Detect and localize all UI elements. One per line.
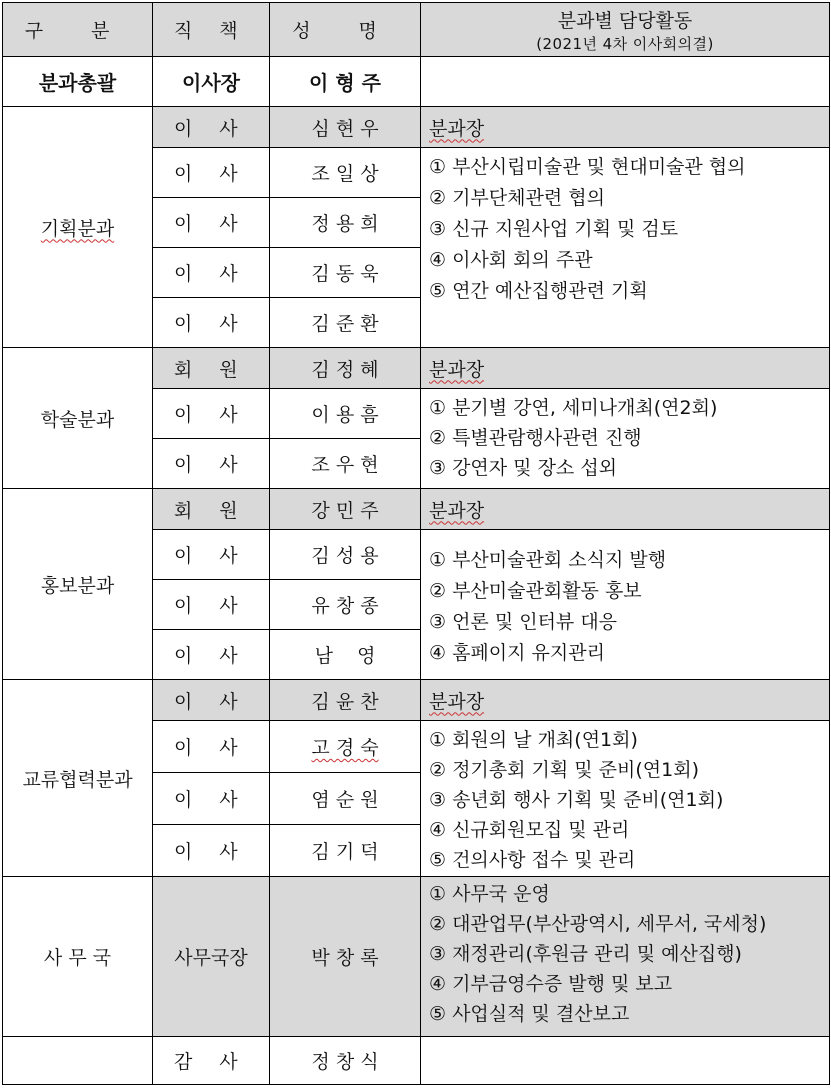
member-role: 이 사 [153, 530, 270, 580]
activity-item: ② 부산미술관회활동 홍보 [429, 579, 642, 602]
section-head-role: 이 사 [153, 107, 270, 148]
audit-name: 정 창 식 [270, 1037, 421, 1085]
activity-item: ⑤ 사업실적 및 결산보고 [429, 1003, 630, 1025]
section-division [3, 107, 153, 348]
activity-item: ② 기부단체관련 협의 [429, 187, 605, 209]
head-label: 분과장 [429, 690, 485, 713]
activity-list [421, 877, 830, 1037]
member-role: 이 사 [153, 298, 270, 348]
section-head-name: 김 정 혜 [270, 348, 421, 389]
section-head-row [3, 680, 830, 721]
header-activity [421, 3, 830, 57]
activity-item: ① 사무국 운영 [429, 883, 550, 905]
division-label: 기획분과 [40, 217, 115, 240]
head-label: 분과장 [429, 499, 485, 522]
member-role: 이 사 [153, 248, 270, 298]
audit-row [3, 1037, 830, 1085]
header-row [3, 3, 830, 57]
activity-item: ④ 기부금영수증 발행 및 보고 [429, 973, 673, 995]
activity-item: ② 정기총회 기획 및 준비(연1회) [429, 759, 699, 781]
head-label: 분과장 [429, 117, 485, 140]
audit-role: 감 사 [153, 1037, 270, 1085]
member-name-text: 고 경 숙 [311, 737, 379, 759]
office-name: 박 창 록 [270, 877, 421, 1037]
member-name: 염 순 원 [270, 773, 421, 825]
activity-list [421, 148, 830, 348]
activity-item: ② 대관업무(부산광역시, 세무서, 국세청) [429, 913, 767, 935]
activity-item: ① 부산시립미술관 및 현대미술관 협의 [429, 156, 746, 178]
activity-list [421, 721, 830, 877]
member-role: 이 사 [153, 389, 270, 439]
activity-item: ④ 신규회원모집 및 관리 [429, 819, 630, 841]
activity-item: ⑤ 연간 예산집행관련 기획 [429, 280, 648, 302]
chief-name: 이 형 주 [270, 57, 421, 107]
member-name: 정 용 희 [270, 198, 421, 248]
member-name: 김 준 환 [270, 298, 421, 348]
activity-item: ③ 강연자 및 장소 섭외 [429, 457, 618, 479]
activity-item: ① 부산미술관회 소식지 발행 [429, 548, 667, 571]
activity-item: ① 회원의 날 개최(연1회) [429, 729, 638, 751]
activity-item: ③ 송년회 행사 기획 및 준비(연1회) [429, 789, 724, 811]
member-name: 김 동 욱 [270, 248, 421, 298]
audit-activity [421, 1037, 830, 1085]
header-activity-title: 분과별 담당활동 [557, 9, 693, 32]
section-head-label-cell [421, 107, 830, 148]
member-role: 이 사 [153, 721, 270, 773]
member-role: 이 사 [153, 825, 270, 877]
office-row [3, 877, 830, 1037]
activity-item: ⑤ 건의사항 접수 및 관리 [429, 849, 636, 871]
activity-item: ④ 이사회 회의 주관 [429, 249, 593, 271]
member-role: 이 사 [153, 198, 270, 248]
member-name: 유 창 종 [270, 580, 421, 630]
audit-division [3, 1037, 153, 1085]
section-head-name: 김 윤 찬 [270, 680, 421, 721]
activity-item: ③ 재정관리(후원금 관리 및 예산집행) [429, 943, 742, 965]
office-division: 사 무 국 [3, 877, 153, 1037]
header-division: 구 분 [3, 3, 153, 57]
header-role: 직 책 [153, 3, 270, 57]
activity-item: ③ 신규 지원사업 기획 및 검토 [429, 218, 679, 240]
section-head-label-cell [421, 489, 830, 530]
chief-row [3, 57, 830, 107]
member-role: 이 사 [153, 773, 270, 825]
section-division: 교류협력분과 [3, 680, 153, 877]
section-head-label-cell [421, 680, 830, 721]
activity-item: ④ 홈페이지 유지관리 [429, 641, 605, 664]
member-name: 김 기 덕 [270, 825, 421, 877]
activity-list [421, 530, 830, 680]
committee-table [2, 2, 830, 1085]
section-head-row [3, 107, 830, 148]
member-name [270, 721, 421, 773]
section-division: 홍보분과 [3, 489, 153, 680]
member-name: 김 성 용 [270, 530, 421, 580]
section-head-role: 회 원 [153, 489, 270, 530]
office-role: 사무국장 [153, 877, 270, 1037]
chief-division: 분과총괄 [3, 57, 153, 107]
head-label: 분과장 [429, 358, 485, 381]
section-head-label-cell [421, 348, 830, 389]
chief-role: 이사장 [153, 57, 270, 107]
activity-item: ① 분기별 강연, 세미나개최(연2회) [429, 397, 718, 419]
member-role: 이 사 [153, 580, 270, 630]
section-head-role: 회 원 [153, 348, 270, 389]
section-division: 학술분과 [3, 348, 153, 489]
header-activity-note: (2021년 4차 이사회의결) [536, 34, 714, 53]
section-head-role: 이 사 [153, 680, 270, 721]
member-name: 조 우 현 [270, 439, 421, 489]
section-head-name: 강 민 주 [270, 489, 421, 530]
member-name: 조 일 상 [270, 148, 421, 198]
activity-item: ② 특별관람행사관련 진행 [429, 427, 642, 449]
header-name: 성 명 [270, 3, 421, 57]
member-name: 이 용 흠 [270, 389, 421, 439]
member-name: 남 영 [270, 630, 421, 680]
section-head-row [3, 348, 830, 389]
activity-list [421, 389, 830, 489]
member-role: 이 사 [153, 439, 270, 489]
member-role: 이 사 [153, 630, 270, 680]
chief-activity [421, 57, 830, 107]
section-head-row [3, 489, 830, 530]
member-role: 이 사 [153, 148, 270, 198]
section-head-name: 심 현 우 [270, 107, 421, 148]
activity-item: ③ 언론 및 인터뷰 대응 [429, 610, 618, 633]
